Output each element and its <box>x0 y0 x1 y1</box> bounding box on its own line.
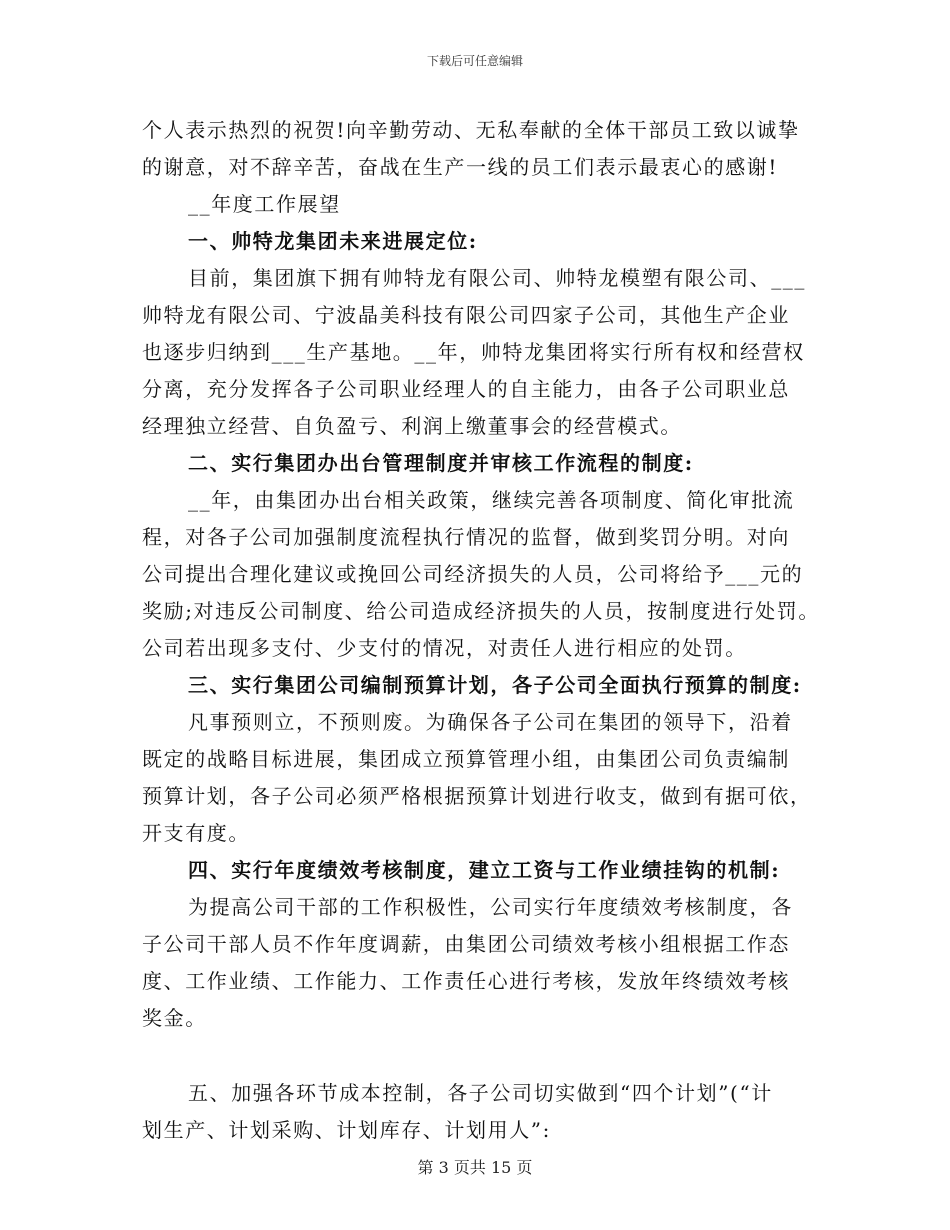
paragraph-gap <box>142 1037 822 1075</box>
body-line: 帅特龙有限公司、宁波晶美科技有限公司四家子公司，其他生产企业 <box>142 303 790 327</box>
body-line: 开支有度。 <box>142 821 250 845</box>
body-line: 经理独立经营、自负盈亏、利润上缴董事会的经营模式。 <box>142 414 682 438</box>
paragraph-start: 凡事预则立，不预则废。为确保各子公司在集团的领导下，沿着 <box>188 710 793 734</box>
section-heading-4: 四、实行年度绩效考核制度，建立工资与工作业绩挂钩的机制: <box>188 858 781 882</box>
page-header-note: 下载后可任意编辑 <box>426 54 523 68</box>
body-line: 个人表示热烈的祝贺!向辛勤劳动、无私奉献的全体干部员工致以诚挚 <box>142 118 800 142</box>
page-number: 第 3 页共 15 页 <box>417 1158 533 1177</box>
body-line: 划生产、计划采购、计划库存、计划用人”: <box>142 1118 551 1142</box>
body-line: 也逐步归纳到___生产基地。__年，帅特龙集团将实行所有权和经营权 <box>142 340 805 364</box>
section-heading-5: 五、加强各环节成本控制，各子公司切实做到“四个计划”(“计 <box>188 1081 773 1105</box>
body-line: 分离，充分发挥各子公司职业经理人的自主能力，由各子公司职业总 <box>142 377 790 401</box>
body-line: 奖励;对违反公司制度、给公司造成经济损失的人员，按制度进行处罚。 <box>142 599 820 623</box>
paragraph-start: __年，由集团办出台相关政策，继续完善各项制度、简化审批流 <box>188 488 795 512</box>
paragraph-start: 目前，集团旗下拥有帅特龙有限公司、帅特龙模塑有限公司、___ <box>188 266 806 290</box>
section-heading-3: 三、实行集团公司编制预算计划，各子公司全面执行预算的制度: <box>188 673 802 697</box>
body-line: 公司提出合理化建议或挽回公司经济损失的人员，公司将给予___元的 <box>142 562 804 586</box>
section-heading-plain: __年度工作展望 <box>188 192 341 216</box>
section-heading-2: 二、实行集团办出台管理制度并审核工作流程的制度: <box>188 451 694 475</box>
body-line: 预算计划，各子公司必须严格根据预算计划进行收支，做到有据可依， <box>142 784 812 808</box>
body-line: 既定的战略目标进展，集团成立预算管理小组，由集团公司负责编制 <box>142 747 790 771</box>
body-line: 度、工作业绩、工作能力、工作责任心进行考核，发放年终绩效考核 <box>142 969 790 993</box>
body-line: 子公司干部人员不作年度调薪，由集团公司绩效考核小组根据工作态 <box>142 932 790 956</box>
paragraph-start: 为提高公司干部的工作积极性，公司实行年度绩效考核制度，各 <box>188 895 793 919</box>
body-line: 奖金。 <box>142 1006 207 1030</box>
body-line: 公司若出现多支付、少支付的情况，对责任人进行相应的处罚。 <box>142 636 747 660</box>
document-body <box>142 112 822 1149</box>
body-line: 程，对各子公司加强制度流程执行情况的监督，做到奖罚分明。对向 <box>142 525 790 549</box>
body-line: 的谢意，对不辞辛苦，奋战在生产一线的员工们表示最衷心的感谢! <box>142 155 779 179</box>
section-heading-1: 一、帅特龙集团未来进展定位: <box>188 229 478 253</box>
